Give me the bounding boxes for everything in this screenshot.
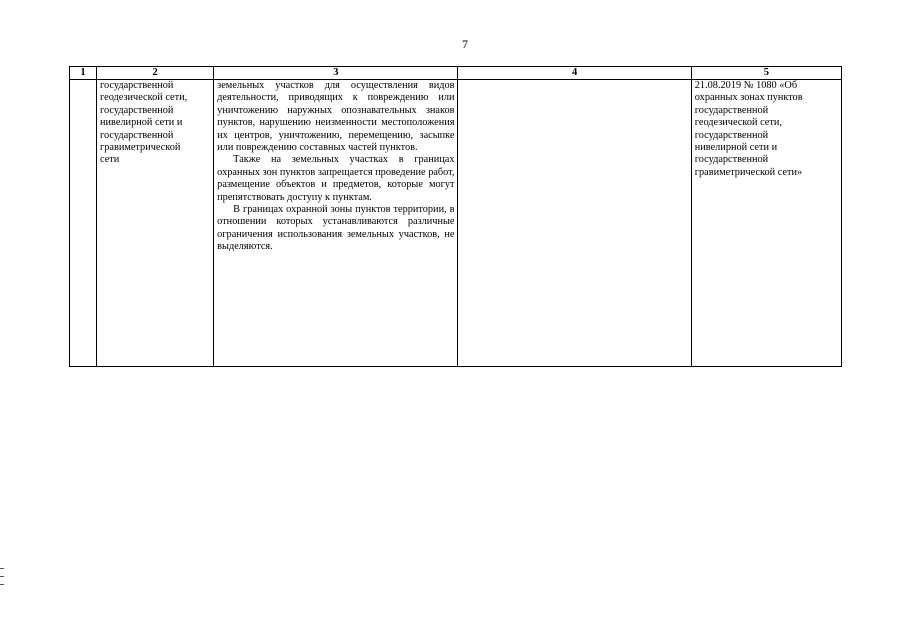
column-header-4: 4 (458, 67, 691, 80)
restrictions-paragraph-3: В границах охранной зоны пунктов территории, в отношении которых устанавливаются различные ограничения использования земельных участков, не выделяются. (217, 204, 455, 253)
page-number: 7 (462, 37, 468, 51)
cell-col4 (458, 80, 691, 367)
cell-col1 (70, 80, 97, 367)
cell-col3-restrictions (214, 80, 458, 367)
column-header-2: 2 (97, 67, 214, 80)
cell-col2-zone-name: государственной геодезической сети, государственной нивелирной сети и государственной гравиметрической сети (97, 80, 214, 367)
scan-mark (0, 576, 4, 577)
document-table (69, 66, 842, 367)
cell-col5-legal-basis: 21.08.2019 № 1080 «Об охранных зонах пунктов государственной геодезической сети, государственной нивелирной сети и государственной гравиметрической сети» (691, 80, 841, 367)
table-header-row (70, 67, 842, 80)
restrictions-paragraph-1: земельных участков для осуществления видов деятельности, приводящих к повреждению или уничтожению наружных опознавательных знаков пунктов, нарушению неизменности местоположения их центров, уничтожению, перемещению, засыпке или повреждению составных частей пунктов. (217, 80, 455, 154)
scan-mark (0, 584, 4, 585)
table-row (70, 80, 842, 367)
restrictions-paragraph-2: Также на земельных участках в границах охранных зон пунктов запрещается проведение работ, размещение объектов и предметов, которые могут препятствовать доступу к пунктам. (217, 154, 455, 203)
column-header-3: 3 (214, 67, 458, 80)
column-header-5: 5 (691, 67, 841, 80)
column-header-1: 1 (70, 67, 97, 80)
scan-mark (0, 568, 4, 569)
